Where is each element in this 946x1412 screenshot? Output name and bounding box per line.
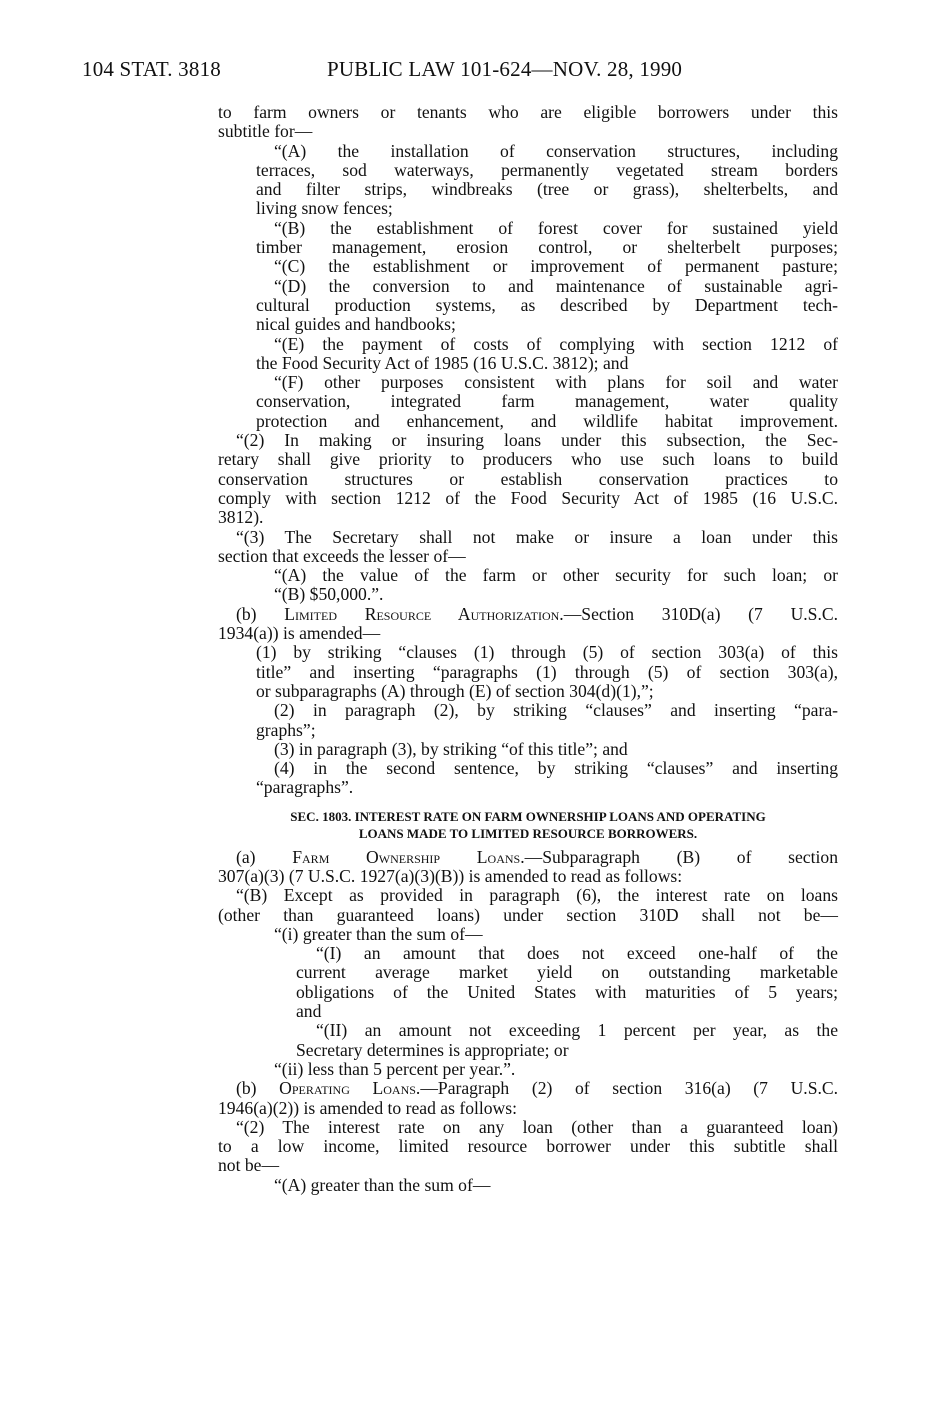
text-line: (a) Farm Ownership Loans.—Subparagraph (B) of section bbox=[236, 846, 838, 867]
text-line: (b) Operating Loans.—Paragraph (2) of section 316(a) (7 U.S.C. bbox=[236, 1078, 839, 1099]
text-line: “(II) an amount not exceeding 1 percent per year, as the bbox=[316, 1020, 838, 1041]
text-line: conservation, integrated farm management, water quality bbox=[256, 391, 838, 412]
section-heading: LOANS MADE TO LIMITED RESOURCE BORROWERS. bbox=[358, 825, 698, 841]
text-line: not be— bbox=[218, 1155, 280, 1176]
text-line: “(E) the payment of costs of complying with section 1212 of bbox=[274, 333, 838, 354]
text-line: comply with section 1212 of the Food Security Act of 1985 (16 U.S.C. bbox=[218, 487, 838, 508]
text-line: section that exceeds the lesser of— bbox=[218, 545, 466, 566]
text-line: “(2) The interest rate on any loan (other than a guaranteed loan) bbox=[236, 1116, 838, 1137]
spacer bbox=[218, 798, 838, 808]
text-line: current average market yield on outstanding marketable bbox=[296, 962, 838, 983]
text-line: and bbox=[296, 1001, 322, 1022]
text-line: to a low income, limited resource borrower under this subtitle shall bbox=[218, 1136, 838, 1157]
section-heading: SEC. 1803. INTEREST RATE ON FARM OWNERSHIP LOANS AND OPERATING bbox=[290, 808, 766, 824]
text-line: “(A) the installation of conservation structures, including bbox=[274, 140, 838, 161]
text-line: conservation structures or establish conservation practices to bbox=[218, 468, 838, 489]
text-line: timber management, erosion control, or shelterbelt purposes; bbox=[256, 237, 838, 258]
subsection-heading: Operating Loans bbox=[279, 1078, 416, 1099]
text-line: “(F) other purposes consistent with plans for soil and water bbox=[274, 372, 838, 393]
text-line: cultural production systems, as described by Department tech- bbox=[256, 294, 838, 315]
text-line: “(i) greater than the sum of— bbox=[274, 923, 483, 944]
text-line: “(A) the value of the farm or other security for such loan; or bbox=[274, 565, 838, 586]
text-line: subtitle for— bbox=[218, 121, 313, 142]
text-line: 3812). bbox=[218, 507, 264, 528]
text-line: “(B) $50,000.”. bbox=[274, 584, 384, 605]
text-line: title” and inserting “paragraphs (1) through (5) of section 303(a), bbox=[256, 661, 838, 682]
text-line: (other than guaranteed loans) under section 310D shall not be— bbox=[218, 904, 838, 925]
text-line: to farm owners or tenants who are eligible borrowers under this bbox=[218, 102, 838, 122]
text-line: (b) Limited Resource Authorization.—Section 310D(a) (7 U.S.C. bbox=[236, 603, 838, 624]
document-body bbox=[218, 103, 838, 1195]
text-line: (3) in paragraph (3), by striking “of this title”; and bbox=[274, 738, 628, 759]
statute-page-number: 104 STAT. 3818 bbox=[82, 57, 221, 81]
text-line: retary shall give priority to producers who use such loans to build bbox=[218, 449, 838, 470]
text-line: “(C) the establishment or improvement of permanent pasture; bbox=[274, 256, 838, 277]
text-line: “(D) the conversion to and maintenance of sustainable agri- bbox=[274, 275, 838, 296]
text-line: Secretary determines is appropriate; or bbox=[296, 1039, 569, 1060]
text-line: “(3) The Secretary shall not make or insure a loan under this bbox=[236, 526, 838, 547]
text-line: “(B) the establishment of forest cover for sustained yield bbox=[274, 217, 838, 238]
text-line: (1) by striking “clauses (1) through (5) of section 303(a) of this bbox=[256, 642, 838, 663]
text-line: nical guides and handbooks; bbox=[256, 314, 456, 335]
text-line: terraces, sod waterways, permanently vegetated stream borders bbox=[256, 159, 838, 180]
text-line: (2) in paragraph (2), by striking “clauses” and inserting “para- bbox=[274, 700, 838, 721]
text-line: protection and enhancement, and wildlife habitat improvement. bbox=[256, 410, 838, 431]
text-line: (4) in the second sentence, by striking “clauses” and inserting bbox=[274, 758, 838, 779]
text-line: 1934(a)) is amended— bbox=[218, 623, 381, 644]
text-line: and filter strips, windbreaks (tree or grass), shelterbelts, and bbox=[256, 179, 838, 200]
text-line: “paragraphs”. bbox=[256, 777, 354, 798]
text-line: the Food Security Act of 1985 (16 U.S.C. 3812); and bbox=[256, 352, 629, 373]
public-law-header: PUBLIC LAW 101-624—NOV. 28, 1990 bbox=[327, 57, 683, 81]
text-line: 307(a)(3) (7 U.S.C. 1927(a)(3)(B)) is amended to read as follows: bbox=[218, 865, 683, 886]
text-line: “(A) greater than the sum of— bbox=[274, 1174, 491, 1195]
text-line: living snow fences; bbox=[256, 198, 393, 219]
text-line: “(I) an amount that does not exceed one-half of the bbox=[316, 943, 838, 964]
subsection-heading: Limited Resource Authorization bbox=[284, 603, 560, 624]
text-line: obligations of the United States with maturities of 5 years; bbox=[296, 981, 838, 1002]
text-line: graphs”; bbox=[256, 719, 316, 740]
text-line: “(2) In making or insuring loans under this subsection, the Sec- bbox=[236, 430, 838, 451]
text-line: or subparagraphs (A) through (E) of section 304(d)(1),”; bbox=[256, 680, 654, 701]
text-line: “(ii) less than 5 percent per year.”. bbox=[274, 1058, 516, 1079]
text-line: 1946(a)(2)) is amended to read as follows: bbox=[218, 1097, 517, 1118]
subsection-heading: Farm Ownership Loans bbox=[292, 846, 521, 867]
text-line: “(B) Except as provided in paragraph (6), the interest rate on loans bbox=[236, 885, 838, 906]
